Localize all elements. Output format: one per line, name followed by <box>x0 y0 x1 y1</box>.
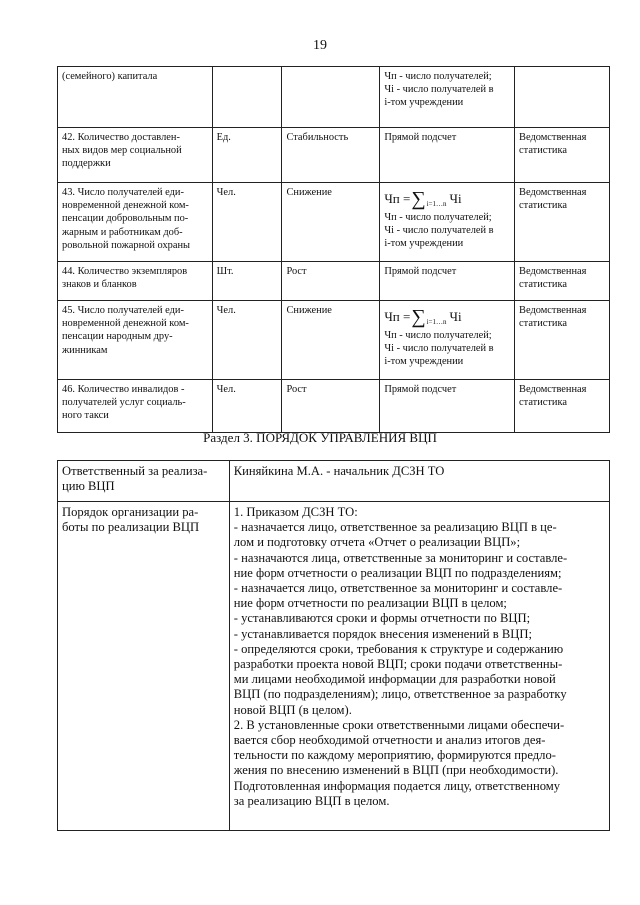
method-line: Чп - число получателей; <box>384 71 492 82</box>
order-line: 1. Приказом ДСЗН ТО: <box>233 505 358 519</box>
method-text: Прямой подсчет <box>384 266 457 277</box>
sum-formula <box>384 308 510 326</box>
method-line: i-том учреждении <box>384 238 464 250</box>
sum-formula <box>384 190 510 208</box>
indicator-unit: Ед. <box>212 128 282 183</box>
table-row <box>58 301 610 380</box>
method-line: Чп - число получателей; <box>384 330 492 341</box>
page-number: 19 <box>313 38 327 53</box>
method-line: i-том учреждении <box>384 97 464 109</box>
indicator-method <box>380 262 515 301</box>
responsible-value: Киняйкина М.А. - начальник ДСЗН ТО <box>229 461 609 502</box>
method-text: Прямой подсчет <box>384 384 457 395</box>
indicator-source: Ведомственная статистика <box>515 380 610 433</box>
method-line: Чп - число получателей; <box>384 212 492 223</box>
order-line: 2. В установленные сроки ответственными лицами обеспечи- <box>233 717 565 732</box>
section-title: Раздел 3. ПОРЯДОК УПРАВЛЕНИЯ ВЦП <box>203 430 437 445</box>
responsible-label: Ответственный за реализа- цию ВЦП <box>58 461 230 502</box>
indicator-source: Ведомственная статистика <box>515 128 610 183</box>
method-line: Чi - число получателей в <box>384 84 494 96</box>
indicator-trend <box>282 67 380 128</box>
order-line: - устанавливается порядок внесения изменений в ВЦП; <box>233 626 532 641</box>
order-line: разработки проекта новой ВЦП; сроки подачи ответственны- <box>233 657 563 672</box>
indicator-source: Ведомственная статистика <box>515 301 610 380</box>
order-line: ми лицами необходимой информации для разработки новой <box>233 672 556 687</box>
indicator-unit: Шт. <box>212 262 282 301</box>
method-line: Чi - число получателей в <box>384 225 494 237</box>
management-table <box>57 460 610 831</box>
indicator-trend: Рост <box>282 380 380 433</box>
order-line: - назначается лицо, ответственное за мониторинг и составле- <box>233 581 563 596</box>
indicator-trend: Рост <box>282 262 380 301</box>
order-line: ние форм отчетности о реализации ВЦП по подразделениям; <box>233 565 562 580</box>
formula-sub: i=1…n <box>426 200 447 209</box>
table-row <box>58 380 610 433</box>
indicator-method <box>380 380 515 433</box>
formula-rhs: Чi <box>449 309 462 325</box>
indicator-trend: Стабильность <box>282 128 380 183</box>
indicator-source: Ведомственная статистика <box>515 262 610 301</box>
order-line: за реализацию ВЦП в целом. <box>233 793 390 808</box>
formula-lhs: Чп = <box>384 309 411 325</box>
formula-lhs: Чп = <box>384 191 411 207</box>
indicator-source: Ведомственная статистика <box>515 183 610 262</box>
order-text <box>229 502 609 831</box>
formula-sigma: ∑ <box>411 306 426 328</box>
indicator-unit: Чел. <box>212 183 282 262</box>
order-line: Подготовленная информация подается лицу, ответственному <box>233 778 561 793</box>
formula-rhs: Чi <box>449 191 462 207</box>
responsible-row <box>58 461 610 502</box>
order-line: новой ВЦП (в целом). <box>233 702 352 717</box>
indicator-name: 42. Количество доставлен- ных видов мер социальной поддержки <box>58 128 213 183</box>
order-line: жения по внесению изменений в ВЦП (при необходимости). <box>233 763 559 778</box>
method-line: i-том учреждении <box>384 356 464 368</box>
indicator-name: 46. Количество инвалидов - получателей услуг социаль- ного такси <box>58 380 213 433</box>
formula-sub: i=1…n <box>426 318 447 327</box>
order-line: лом и подготовку отчета «Отчет о реализации ВЦП»; <box>233 535 521 550</box>
indicator-unit <box>212 67 282 128</box>
order-line: вается сбор необходимой отчетности и анализ итогов дея- <box>233 733 546 748</box>
indicators-table <box>57 66 610 433</box>
order-line: ние форм отчетности по реализации ВЦП в целом; <box>233 596 507 611</box>
order-line: ВЦП (по подразделениям); лицо, ответственное за разработку <box>233 687 567 702</box>
order-line: - назначается лицо, ответственное за реализацию ВЦП в це- <box>233 520 557 535</box>
order-line: - определяются сроки, требования к структуре и содержанию <box>233 641 564 656</box>
order-line: тельности по каждому мероприятию, формируются предло- <box>233 748 556 763</box>
indicator-name: (семейного) капитала <box>58 67 213 128</box>
indicator-unit: Чел. <box>212 380 282 433</box>
table-row <box>58 183 610 262</box>
table-row <box>58 262 610 301</box>
indicator-source <box>515 67 610 128</box>
indicator-name: 44. Количество экземпляров знаков и бланков <box>58 262 213 301</box>
table-row <box>58 128 610 183</box>
order-line: - назначаются лица, ответственные за мониторинг и составле- <box>233 550 568 565</box>
order-row <box>58 502 610 831</box>
indicator-trend: Снижение <box>282 301 380 380</box>
indicator-method <box>380 128 515 183</box>
order-line: - устанавливаются сроки и формы отчетности по ВЦП; <box>233 611 531 626</box>
method-text: Прямой подсчет <box>384 132 457 143</box>
method-line: Чi - число получателей в <box>384 343 494 355</box>
indicator-method <box>380 301 515 380</box>
table-row <box>58 67 610 128</box>
indicator-name: 43. Число получателей еди- новременной денежной ком- пенсации добровольным по- жарным и работникам доб- ровольной пожарной охраны <box>58 183 213 262</box>
indicator-name: 45. Число получателей еди- новременной денежной ком- пенсации народным дру- жинникам <box>58 301 213 380</box>
order-label: Порядок организации ра- боты по реализации ВЦП <box>58 502 230 831</box>
indicator-method <box>380 183 515 262</box>
indicator-trend: Снижение <box>282 183 380 262</box>
indicator-unit: Чел. <box>212 301 282 380</box>
formula-sigma: ∑ <box>411 188 426 210</box>
indicator-method <box>380 67 515 128</box>
